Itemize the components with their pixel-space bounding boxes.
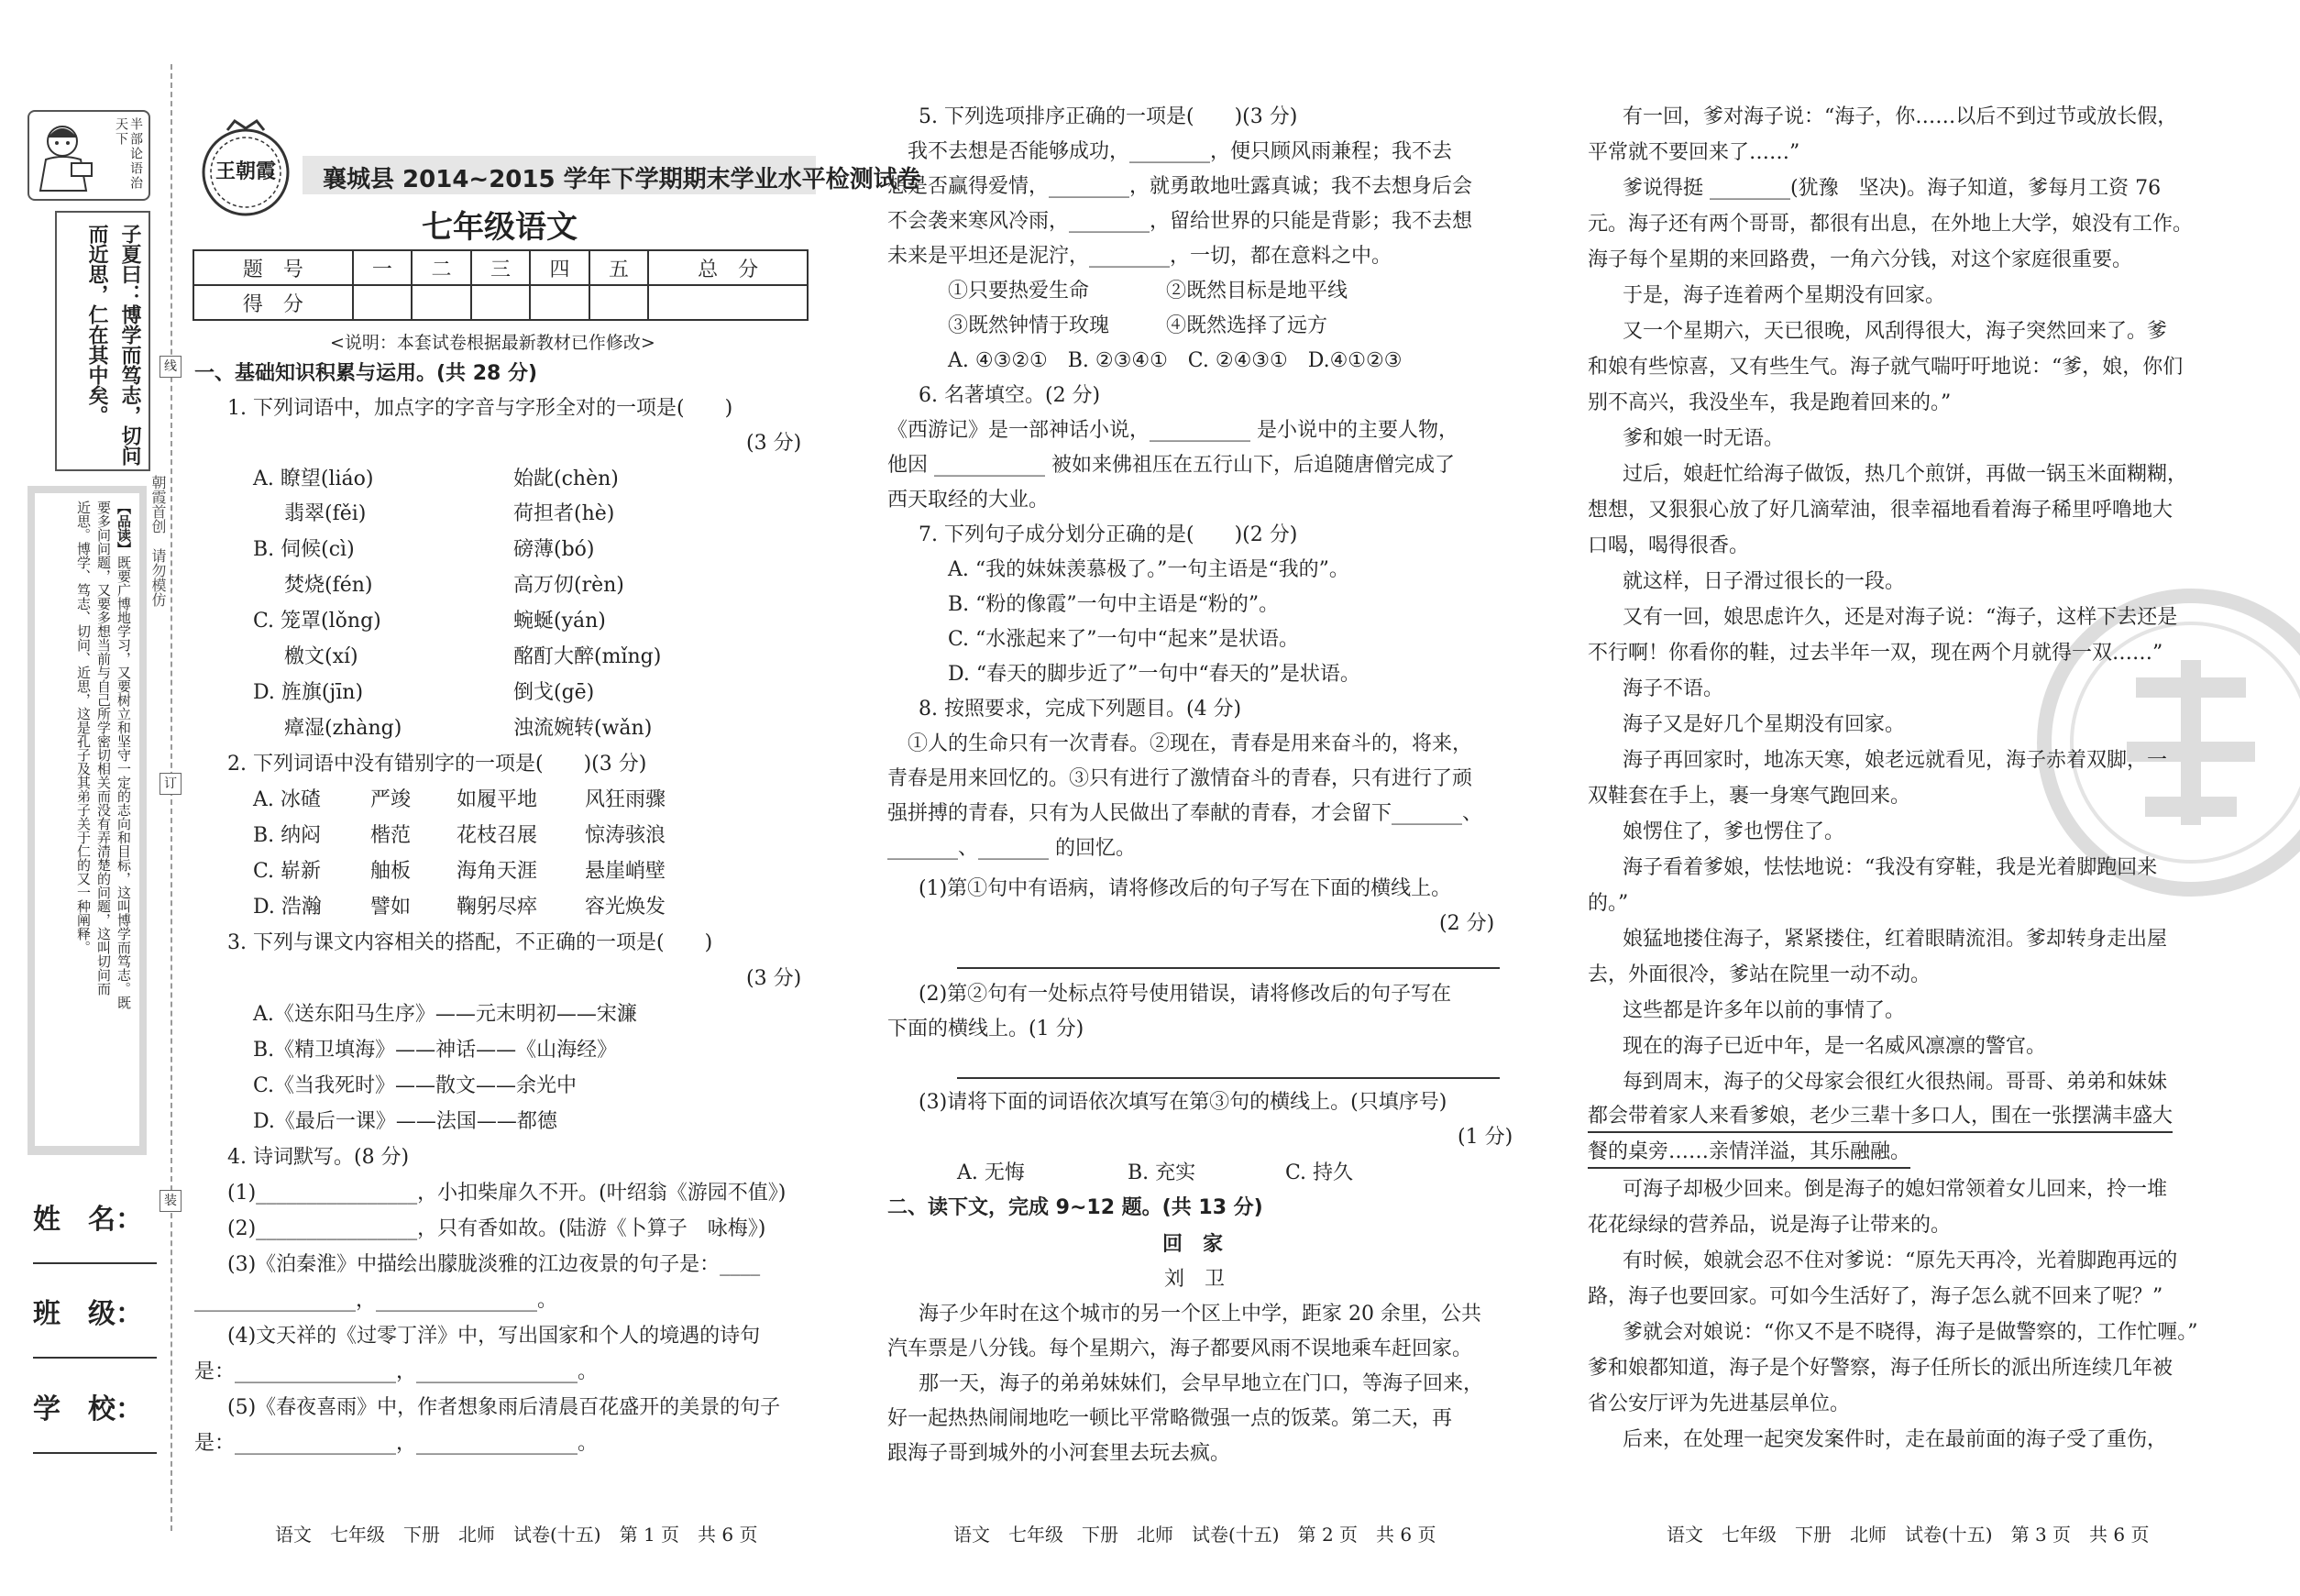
- score-value-row: 得 分: [193, 285, 808, 320]
- binding-mark-2: 订: [160, 773, 182, 795]
- commentary-label: 【品读】: [116, 501, 132, 556]
- page2-footer: 语文 七年级 下册 北师 试卷(十五) 第 2 页 共 6 页: [953, 1524, 1436, 1546]
- quote-right: 子夏曰：博学而笃志，切问: [118, 224, 141, 466]
- commentary-text: 【品读】既要广博地学习，又要树立和坚守一定的志向和目标，这叫博学而笃志。既 要多问问题，又要多想当前与自己所学密切相关而没有弄清楚的问题，这叫切问而 近思。博学、笃志、切问、近思，这是孔子及其弟子关于仁的又一种阐释。: [75, 501, 132, 1009]
- q5-stem: 5. 下列选项排序正确的一项是( )(3 分): [919, 105, 1298, 128]
- page3-footer: 语文 七年级 下册 北师 试卷(十五) 第 3 页 共 6 页: [1667, 1524, 2150, 1546]
- q5-options: A. ④③②① B. ②③④① C. ②④③① D.④①②③: [948, 349, 1403, 372]
- q6-stem: 6. 名著填空。(2 分): [919, 384, 1101, 407]
- q2-stem: 2. 下列词语中没有错别字的一项是( )(3 分): [227, 753, 647, 776]
- q3-stem: 3. 下列与课文内容相关的搭配，不正确的一项是( ): [227, 931, 713, 954]
- motto-box: [28, 110, 150, 201]
- commentary-inner: [35, 493, 139, 1146]
- q8-2-answer-line[interactable]: [957, 1077, 1500, 1079]
- name-field[interactable]: 姓 名：: [33, 1196, 157, 1270]
- section1-heading: 一、基础知识积累与运用。(共 28 分): [194, 362, 538, 385]
- school-field[interactable]: 学 校：: [33, 1386, 157, 1459]
- q3-score: (3 分): [746, 967, 802, 990]
- quote-left: 而近思，仁在其中矣。: [85, 224, 108, 425]
- motto-text: 半部论语治天下: [114, 117, 143, 191]
- q4-stem: 4. 诗词默写。(8 分): [227, 1146, 410, 1169]
- cartoon-boy-icon: [35, 119, 99, 193]
- score-table: [193, 249, 809, 321]
- story-title: 回 家: [1162, 1233, 1224, 1256]
- logo-text: 王朝霞: [215, 160, 276, 183]
- story-author: 刘 卫: [1164, 1268, 1226, 1291]
- commentary-box: [28, 486, 147, 1155]
- logo-icon: [193, 119, 303, 220]
- class-field[interactable]: 班 级：: [33, 1291, 157, 1364]
- page1-footer: 语文 七年级 下册 北师 试卷(十五) 第 1 页 共 6 页: [275, 1524, 758, 1546]
- section2-heading: 二、读下文，完成 9~12 题。(共 13 分): [887, 1196, 1263, 1219]
- q7-stem: 7. 下列句子成分划分正确的是( )(2 分): [919, 523, 1298, 546]
- q8-1-answer-line[interactable]: [957, 967, 1500, 969]
- binding-mark-3: 装: [160, 1190, 182, 1212]
- sidebar: [28, 101, 151, 1155]
- q8-stem: 8. 按照要求，完成下列题目。(4 分): [919, 698, 1242, 721]
- binding-text: 朝霞首创 请勿模仿: [149, 475, 167, 607]
- exam-note: <说明：本套试卷根据最新教材已作修改>: [330, 333, 655, 353]
- score-header-row: 题 号 一 二 三 四 五 总 分: [193, 250, 808, 285]
- q1-score: (3 分): [746, 432, 802, 455]
- binding-line: [171, 64, 172, 1531]
- quote-box: [55, 211, 150, 471]
- exam-title: 襄城县 2014~2015 学年下学期期末学业水平检测试卷: [323, 166, 921, 193]
- subject-title: 七年级语文: [422, 209, 578, 246]
- q1-stem: 1. 下列词语中，加点字的字音与字形全对的一项是( ): [227, 397, 733, 420]
- binding-mark-1: 线: [160, 356, 182, 378]
